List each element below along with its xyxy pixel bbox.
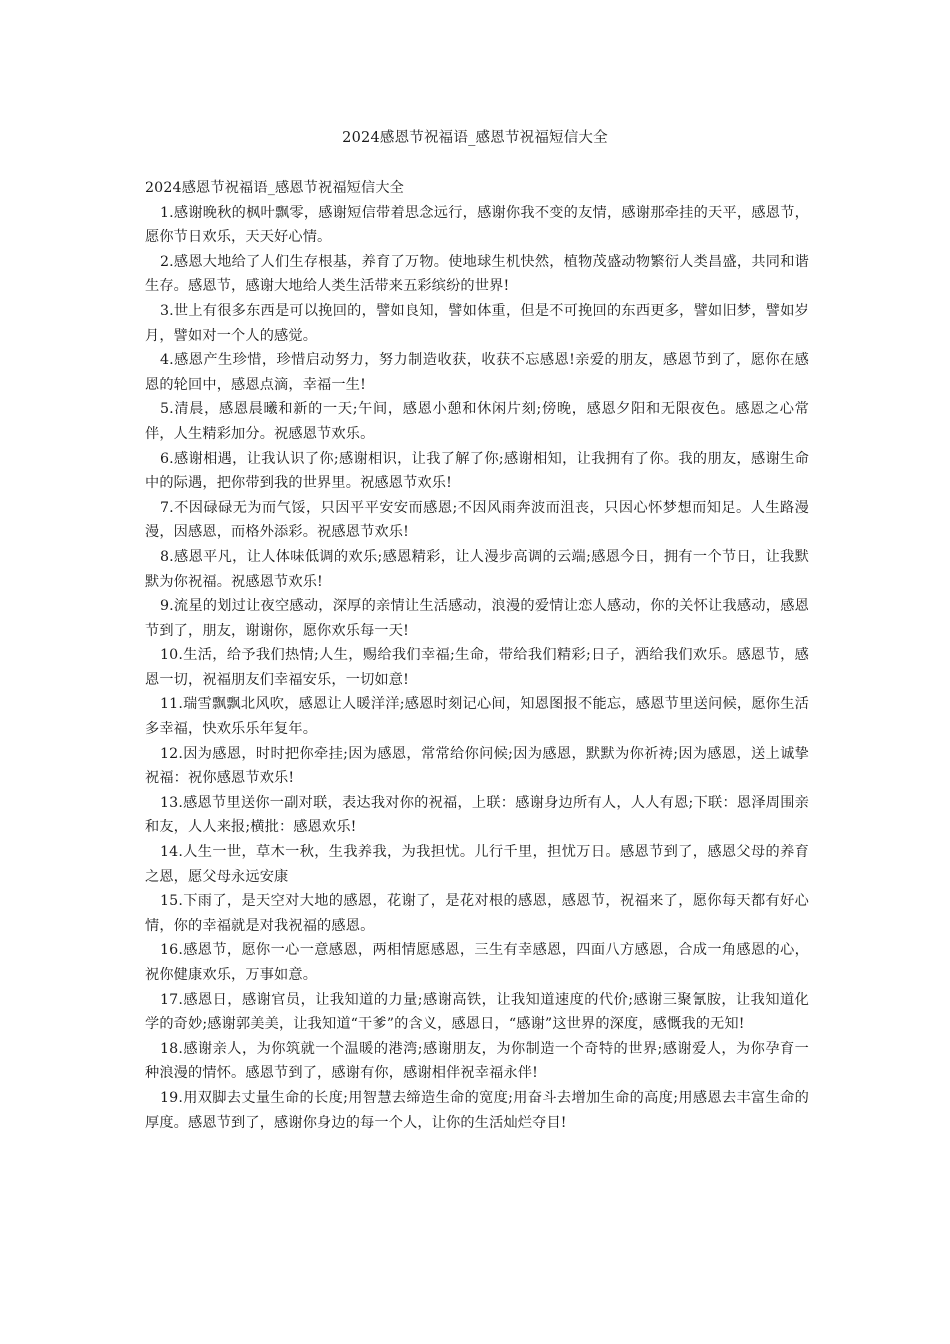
document-subtitle: 2024感恩节祝福语_感恩节祝福短信大全: [145, 180, 405, 196]
list-item: 13.感恩节里送你一副对联，表达我对你的祝福，上联：感谢身边所有人，人人有恩;下联：恩泽周围亲和友，人人来报;横批：感恩欢乐!: [145, 794, 809, 836]
list-item: 9.流星的划过让夜空感动，深厚的亲情让生活感动，浪漫的爱情让恋人感动，你的关怀让我感动，感恩节到了，朋友，谢谢你，愿你欢乐每一天!: [145, 598, 809, 639]
document-title: 2024感恩节祝福语_感恩节祝福短信大全: [342, 130, 608, 146]
list-item: 10.生活，给予我们热情;人生，赐给我们幸福;生命，带给我们精彩;日子，洒给我们欢乐。感恩节，感恩一切，祝福朋友们幸福安乐，一切如意!: [145, 647, 809, 688]
list-item: 5.清晨，感恩晨曦和新的一天;午间，感恩小憩和休闲片刻;傍晚，感恩夕阳和无限夜色。感恩之心常伴，人生精彩加分。祝感恩节欢乐。: [145, 401, 809, 442]
list-item: 12.因为感恩，时时把你牵挂;因为感恩，常常给你问候;因为感恩，默默为你祈祷;因为感恩，送上诚挚祝福：祝你感恩节欢乐!: [145, 745, 809, 787]
list-item: 16.感恩节，愿你一心一意感恩，两相情愿感恩，三生有幸感恩，四面八方感恩，合成一角感恩的心，祝你健康欢乐，万事如意。: [145, 942, 809, 983]
list-item: 19.用双脚去丈量生命的长度;用智慧去缔造生命的宽度;用奋斗去增加生命的高度;用感恩去丰富生命的厚度。感恩节到了，感谢你身边的每一个人，让你的生活灿烂夺目!: [145, 1089, 809, 1131]
list-item: 6.感谢相遇，让我认识了你;感谢相识，让我了解了你;感谢相知，让我拥有了你。我的朋友，感谢生命中的际遇，把你带到我的世界里。祝感恩节欢乐!: [145, 450, 809, 492]
list-item: 11.瑞雪飘飘北风吹，感恩让人暖洋洋;感恩时刻记心间，知恩图报不能忘，感恩节里送问候，愿你生活多幸福，快欢乐乐年复年。: [145, 696, 809, 738]
list-item: 4.感恩产生珍惜，珍惜启动努力，努力制造收获，收获不忘感恩!亲爱的朋友，感恩节到了，愿你在感恩的轮回中，感恩点滴，幸福一生!: [145, 352, 809, 393]
list-item: 2.感恩大地给了人们生存根基，养育了万物。使地球生机快然，植物茂盛动物繁衍人类昌盛，共同和谐生存。感恩节，感谢大地给人类生活带来五彩缤纷的世界!: [145, 253, 809, 295]
list-item: 1.感谢晚秋的枫叶飘零，感谢短信带着思念远行，感谢你我不变的友情，感谢那牵挂的天平，感恩节，愿你节日欢乐，天天好心情。: [145, 204, 809, 246]
list-item: 7.不因碌碌无为而气馁，只因平平安安而感恩;不因风雨奔波而沮丧，只因心怀梦想而知足。人生路漫漫，因感恩，而格外添彩。祝感恩节欢乐!: [145, 499, 809, 541]
list-item: 14.人生一世，草木一秋，生我养我，为我担忧。儿行千里，担忧万日。感恩节到了，感恩父母的养育之恩，愿父母永远安康: [145, 844, 809, 885]
document-body: [145, 176, 809, 1135]
list-item: 3.世上有很多东西是可以挽回的，譬如良知，譬如体重，但是不可挽回的东西更多，譬如旧梦，譬如岁月，譬如对一个人的感觉。: [145, 302, 809, 344]
list-item: 8.感恩平凡，让人体味低调的欢乐;感恩精彩，让人漫步高调的云端;感恩今日，拥有一个节日，让我默默为你祝福。祝感恩节欢乐!: [145, 548, 809, 590]
list-item: 18.感谢亲人，为你筑就一个温暖的港湾;感谢朋友，为你制造一个奇特的世界;感谢爱人，为你孕育一种浪漫的情怀。感恩节到了，感谢有你，感谢相伴祝幸福永伴!: [145, 1040, 809, 1082]
list-item: 15.下雨了，是天空对大地的感恩，花谢了，是花对根的感恩，感恩节，祝福来了，愿你每天都有好心情，你的幸福就是对我祝福的感恩。: [145, 893, 809, 934]
list-item: 17.感恩日，感谢官员，让我知道的力量;感谢高铁，让我知道速度的代价;感谢三聚氰胺，让我知道化学的奇妙;感谢郭美美，让我知道“干爹”的含义，感恩日，“感谢”这世界的深度，感慨我的无知!: [145, 991, 809, 1033]
